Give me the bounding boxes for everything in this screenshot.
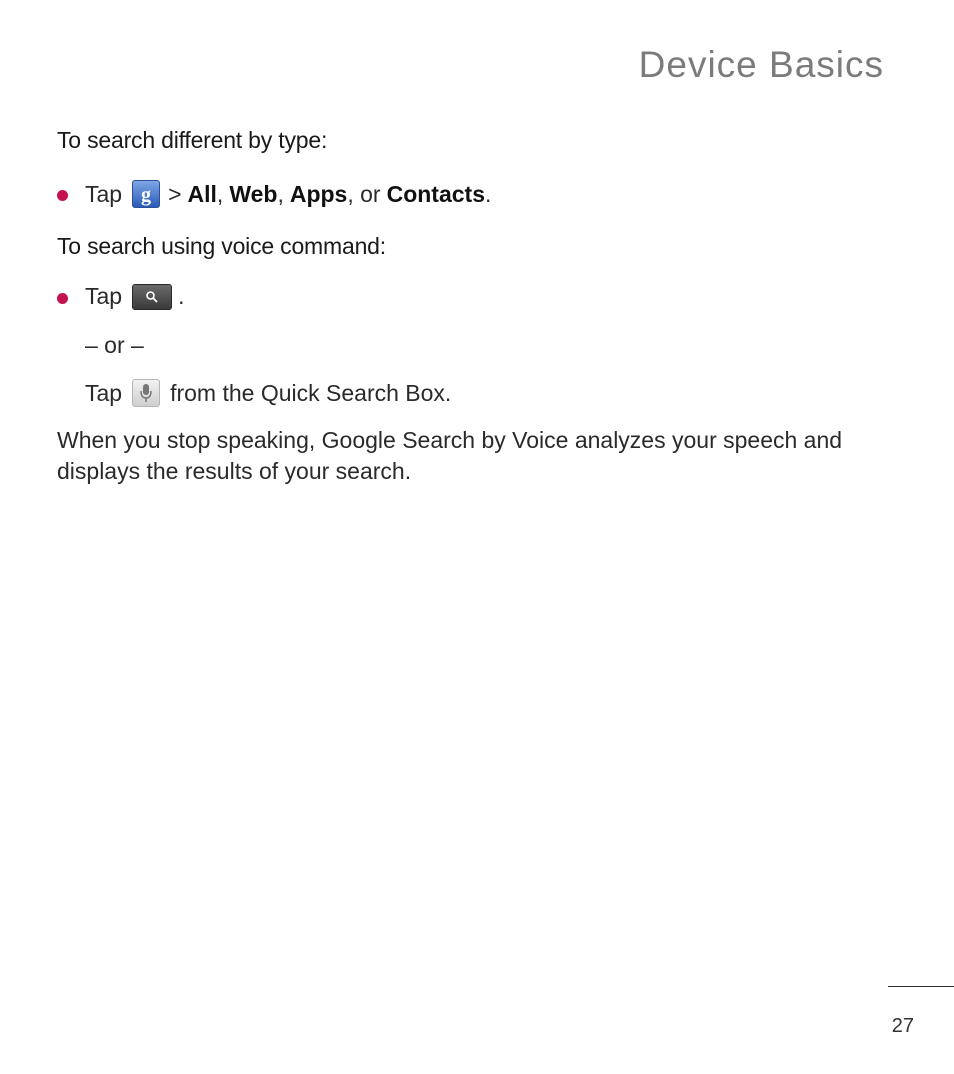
microphone-icon (132, 379, 160, 407)
comma: , (216, 180, 224, 207)
tap-label: Tap (85, 379, 123, 406)
svg-text:g: g (141, 184, 152, 206)
option-all: All (187, 180, 217, 207)
heading-search-by-type: To search different by type: (57, 127, 328, 153)
tap-label: Tap (85, 283, 123, 309)
period: . (178, 283, 185, 309)
page-number: 27 (891, 1015, 914, 1037)
option-apps: Apps (289, 180, 348, 207)
comma: , (277, 180, 284, 207)
option-contacts: Contacts (386, 180, 485, 207)
tap-label: Tap (85, 180, 123, 207)
bullet (57, 190, 68, 201)
instruction-mic (85, 379, 451, 407)
instruction-voice-key (85, 283, 184, 310)
search-key-icon (132, 284, 172, 310)
google-search-icon (132, 180, 160, 208)
separator: > (168, 180, 182, 207)
instruction-search-type (85, 180, 491, 208)
heading-voice-command: To search using voice command: (57, 233, 386, 259)
results-paragraph: When you stop speaking, Google Search by Voice analyzes your speech and displays the results of your search. (57, 427, 843, 484)
bullet (57, 293, 68, 304)
page-title: Device Basics (638, 44, 884, 85)
or-separator: – or – (85, 332, 144, 358)
mic-instruction-text: from the Quick Search Box. (170, 379, 452, 406)
footer-rule (888, 986, 954, 987)
period: . (484, 180, 492, 207)
or-text: , or (347, 180, 381, 207)
option-web: Web (229, 180, 278, 207)
